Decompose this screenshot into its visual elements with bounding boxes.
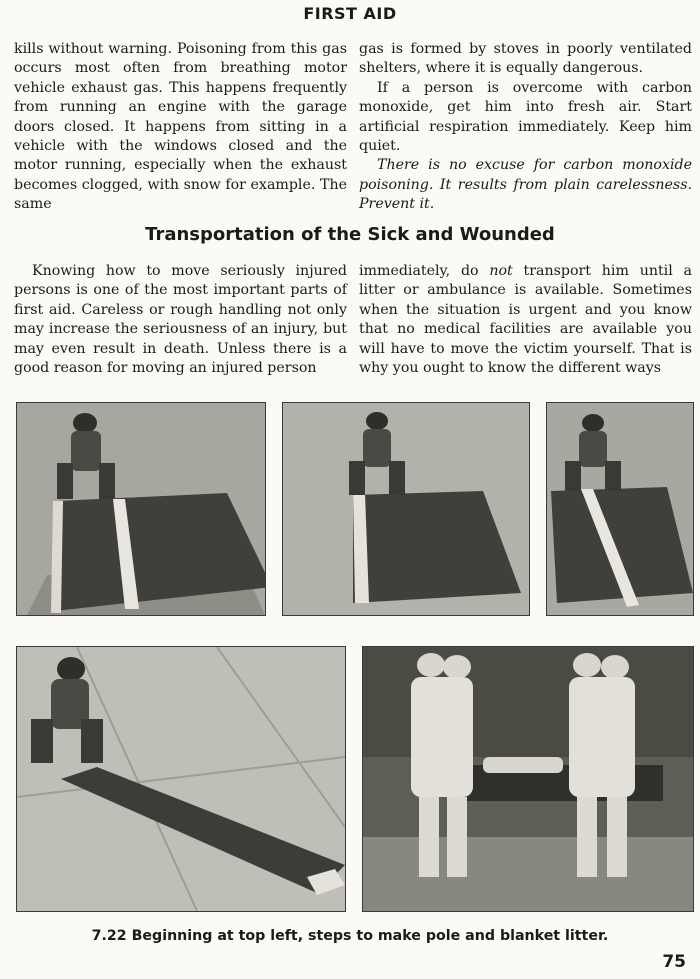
section-right-column <box>359 262 692 378</box>
paragraph <box>359 262 692 378</box>
emphasis: not <box>489 263 513 279</box>
photo-step-3 <box>546 402 694 616</box>
section-text-columns <box>14 262 692 378</box>
photo-step-4 <box>16 646 346 912</box>
soldier-placing-pole-image <box>547 403 693 615</box>
soldiers-carrying-litter-image <box>363 647 693 911</box>
paragraph: If a person is overcome with carbon monoxide, get him into fresh air. Start artificial respiration immediately. Keep him quiet. <box>359 79 692 155</box>
text-run: transport him until a litter or ambulance is available. Sometimes when the situation is urgent and you know that no medical facilities are available you will have to move the victim yourself. That is why you ought to know the different ways <box>359 263 692 377</box>
top-right-column <box>359 40 692 215</box>
soldier-folding-blanket-image <box>283 403 529 615</box>
paragraph: kills without warning. Poisoning from this gas occurs most often from breathing motor vehicle exhaust gas. This happens frequently from running an engine with the garage doors closed. It happens from sitting in a vehicle with the windows closed and the motor running, especially when the exhaust becomes clogged, with snow for example. The same <box>14 41 347 213</box>
soldier-kneeling-blanket-image <box>17 403 265 615</box>
top-text-columns <box>14 40 692 215</box>
running-header: FIRST AID <box>303 4 397 23</box>
photo-step-5 <box>362 646 694 912</box>
text-run: immediately, do <box>359 263 490 279</box>
paragraph: gas is formed by stoves in poorly ventilated shelters, where it is equally dangerous. <box>359 41 692 77</box>
section-left-column <box>14 262 347 378</box>
page-number: 75 <box>662 952 686 972</box>
soldier-folding-litter-image <box>17 647 345 911</box>
photo-step-1 <box>16 402 266 616</box>
photo-step-2 <box>282 402 530 616</box>
paragraph-italic: There is no excuse for carbon monoxide poisoning. It results from plain carelessness. Prevent it. <box>359 157 692 213</box>
figure-caption: 7.22 Beginning at top left, steps to make pole and blanket litter. <box>91 928 609 944</box>
section-title: Transportation of the Sick and Wounded <box>145 224 555 245</box>
top-left-column <box>14 40 347 215</box>
paragraph: Knowing how to move seriously injured persons is one of the most important parts of first aid. Careless or rough handling not only may increase the seriousness of an injury, but may even result in death. Unless there is a good reason for moving an injured person <box>14 263 347 377</box>
